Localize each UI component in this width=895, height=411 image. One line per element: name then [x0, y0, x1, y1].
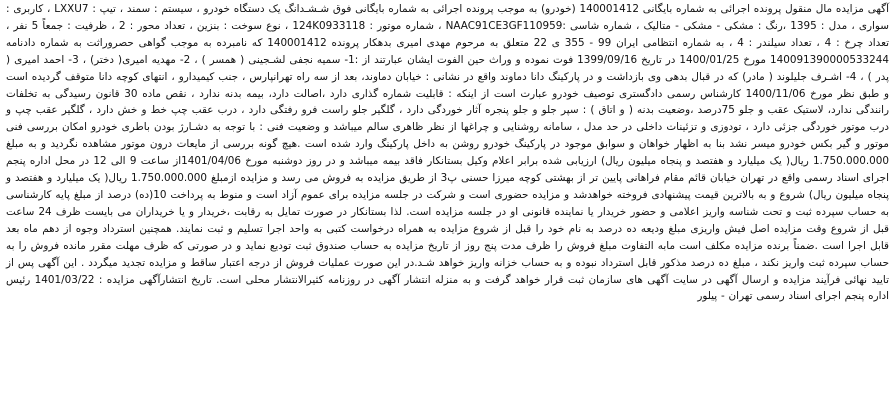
auction-notice-text: آگهی مزایده مال منقول پرونده اجرائی به شماره بایگانی 140001412 (خودرو) به موجب پرونده اجرائی به شماره بایگانی فوق شـشـدانگ یک دستگاه خودرو ، سیستم : سمند ، تیپ : LXXU7 ، کاربری : سواری ، مدل : 1395 ،رنگ : مشکی - مشکی - متالیک ، شماره شاسی :NAAC91CE3GF110959 ، شماره موتور : 124K0933118 ، نوع سوخت : بنزین ، تعداد محور : 2 ، ظرفیت : جمعاً 5 نفر ، تعداد چرخ : 4 ، تعداد سیلندر : 4 ، به شماره انتظامی ایران 99 - 355 ی 22 متعلق به مرحوم مهدی امیری بدهکار پرونده 140001412 که نامبرده به موجب گواهی حصروراثت به شماره دادنامه 140091390000533244 مورخ 1400/01/25 در تاریخ 1399/09/16 فوت نموده و وراث حین الفوت ایشان عبارتند از :1- سمیه نجفی لشـجینی ( همسر ) ، 2- مهدیه امیری( دختر) ، 3- احمد امیری ( پدر ) ، 4- اشـرف جلیلوند ( مادر) که در قبال بدهی وی بازداشت و در پارکینگ دانا دماوند واقع در نشانی : خیابان دماوند، بعد از سه راه تهرانپارس ، جنب کیمیدارو ، انتهای کوچه دانا متوقف گردیده است و طبق نظر مورخ 1400/11/06 کارشناس رسمی دادگستری توصیف خودرو عبارت است از اینکه : قابلیت شماره گذاری دارد ،اصالت دارد، بیمه بدنه ندارد ، نقص ماده 30 قانون رسیدگی به تخلفات رانندگی ندارد، لاستیک عقب و جلو 75درصد ،وضعیت بدنه ( و اتاق ) : سپر جلو و جلو پنجره آثار خوردگی دارد ، گلگیر جلو راست فرو رفتگی دارد ، درب عقب چپ خط و خش دارد ، گلگیر عقب چپ و درب موتور خوردگی جزئی دارد ، تودوزی و تزئینات داخلی در حد مدل ، سامانه روشنایی و چراغها از نظر ظاهری سالم میباشد و وضعیت فنی : با توجه به دشـارژ بودن باطری خودرو امکان بررسی فنی موتور و گیر بکس خودرو میسر نشد بنا به اظهار خواهان و سوابق موجود در پارکینگ خودرو روشن به داخل پارکینگ وارد شده است .هیچ گونه بررسی از مایعات درون موتور مشاهده نگردید و به مبلغ 1.750.000.000 ریال( یک میلیارد و هفتصد و پنجاه میلیون ریال) ارزیابی شده برابر اعلام وکیل بستانکار فاقد بیمه میباشد و در روز دوشنبه مورخ 1401/04/06از ساعت 9 الی 12 در محل اداره پنجم اجرای اسناد رسمی واقع در تهران خیابان قائم مقام فراهانی پایین تر از بهشتی کوچه میرزا حسنی پ3 از طریق مزایده به فروش می رسد و مزایده ازمبلغ 1.750.000.000 ریال( یک میلیارد و هفتصد و پنجاه میلیون ریال) شروع و به بالاترین قیمت پیشنهادی فروخته خواهدشد و مزایده حضوری است و شرکت در جلسه مزایده برای عموم آزاد است و منوط به پرداخت 10(ده) درصد از مبلغ پایه کارشناسی به حساب سپرده ثبت و تحت شناسه واریز اعلامی و حضور خریدار یا نماینده قانونی او در جلسه مزایده است. لذا بستانکار در صورت تمایل به رقابت ،خریدار و یا خریداران می بایست ظرف 24 ساعت قبل از شروع وقت مزایده اصل فیش واریزی مبلغ ودیعه ده درصد به نام خود را قبل از شروع مزایده به همراه درخواست کتبی به واحد اجرا تسلیم و ثبت نمایند. همچنین استرداد وجوه از دهم ماه بعد قابل اجرا است .ضمناً برنده مزایده مکلف است مابه التفاوت مبلغ فروش را ظرف مدت پنج روز از تاریخ مزایده به حساب صندوق ثبت تودیع نماید و در صورتی که ظرف مهلت مقرر مانده فروش را به حساب سپرده ثبت واریز نکند ، مبلغ ده درصد مذکور قابل استرداد نبوده و به حساب خزانه واریز خواهد شـد.در این صورت عملیات فروش از درجه اعتبار ساقط و مزایده تجدید میگردد . این آگهی پس از تایید نهائی فرآیند مزایده و ارسال آگهی در سایت آگهی های سازمان ثبت قرار خواهد گرفت و به منزله انتشار آگهی در روزنامه کثیرالانتشار محلی است. تاریخ انتشارآگهی مزایده : 1401/03/22 رئیس اداره پنجم اجرای اسناد رسمی تهران - پیلور [6, 3, 890, 303]
